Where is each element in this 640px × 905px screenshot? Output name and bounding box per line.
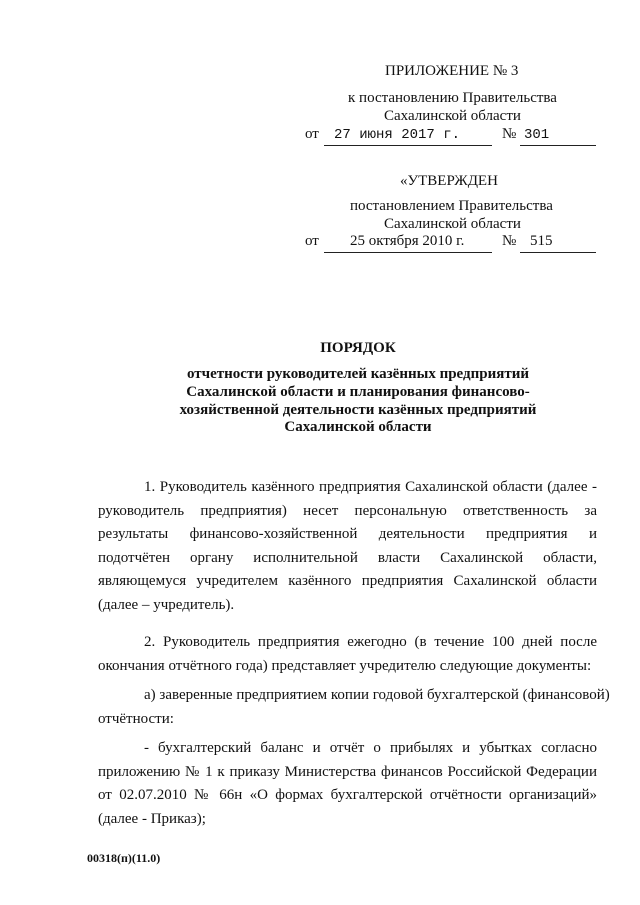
appendix-label: ПРИЛОЖЕНИЕ № 3 <box>385 63 519 79</box>
p4-line: - бухгалтерский баланс и отчёт о прибылях и убытках согласно <box>144 740 597 756</box>
p1-line: подотчётен органу исполнительной власти Сахалинской области, <box>98 549 597 566</box>
resolution-date: 27 июня 2017 г. <box>334 127 461 143</box>
p1-line: 1. Руководитель казённого предприятия Сахалинской области (далее - <box>144 479 597 495</box>
paragraph-1 <box>98 476 597 617</box>
p1-line: (далее – учредитель). <box>98 596 235 613</box>
p2-line: 2. Руководитель предприятия ежегодно (в течение 100 дней после <box>144 634 597 650</box>
p4-line: приложению № 1 к приказу Министерства финансов Российской Федерации <box>98 763 597 780</box>
doc-title-line1: отчетности руководителей казённых предприятий <box>187 366 529 382</box>
p4-line: от 02.07.2010 № 66н «О формах бухгалтерской отчётности организаций» <box>98 787 597 803</box>
resolution-ref: к постановлению Правительства <box>348 90 557 106</box>
date-underline <box>324 145 492 146</box>
p4-line: (далее - Приказ); <box>98 810 206 827</box>
approved-region: Сахалинской области <box>384 216 521 232</box>
p1-line: являющемуся учредителем казённого предприятия Сахалинской области <box>98 573 597 589</box>
p2-line: окончания отчётного года) представляет учредителю следующие документы: <box>98 657 592 674</box>
number-underline-2 <box>520 252 596 253</box>
approved-number: 515 <box>530 233 553 249</box>
approved-date: 25 октября 2010 г. <box>350 233 465 249</box>
document-code: 00318(п)(11.0) <box>87 851 161 865</box>
doc-title-line4: Сахалинской области <box>284 419 432 435</box>
doc-title: ПОРЯДОК <box>320 340 396 356</box>
paragraph-2 <box>98 631 597 678</box>
paragraph-4 <box>98 737 597 831</box>
number-label: № <box>502 126 517 142</box>
doc-title-line3: хозяйственной деятельности казённых предприятий <box>179 402 537 418</box>
doc-title-line2: Сахалинской области и планирования финансово- <box>186 384 530 400</box>
p3-line: а) заверенные предприятием копии годовой бухгалтерской (финансовой) <box>144 687 610 703</box>
number-underline <box>520 145 596 146</box>
region-name: Сахалинской области <box>384 108 521 124</box>
number-label-2: № <box>502 233 517 249</box>
date-underline-2 <box>324 252 492 253</box>
paragraph-3 <box>98 684 610 731</box>
p1-line: результаты финансово-хозяйственной деятельности предприятия и <box>98 526 597 542</box>
approved-resolution: постановлением Правительства <box>350 198 553 214</box>
from-label-2: от <box>305 233 319 249</box>
p3-line: отчётности: <box>98 710 174 727</box>
from-label: от <box>305 126 319 142</box>
resolution-number: 301 <box>524 127 550 143</box>
p1-line: руководитель предприятия) несет персональную ответственность за <box>98 502 597 519</box>
approved-label: «УТВЕРЖДЕН <box>400 173 498 189</box>
